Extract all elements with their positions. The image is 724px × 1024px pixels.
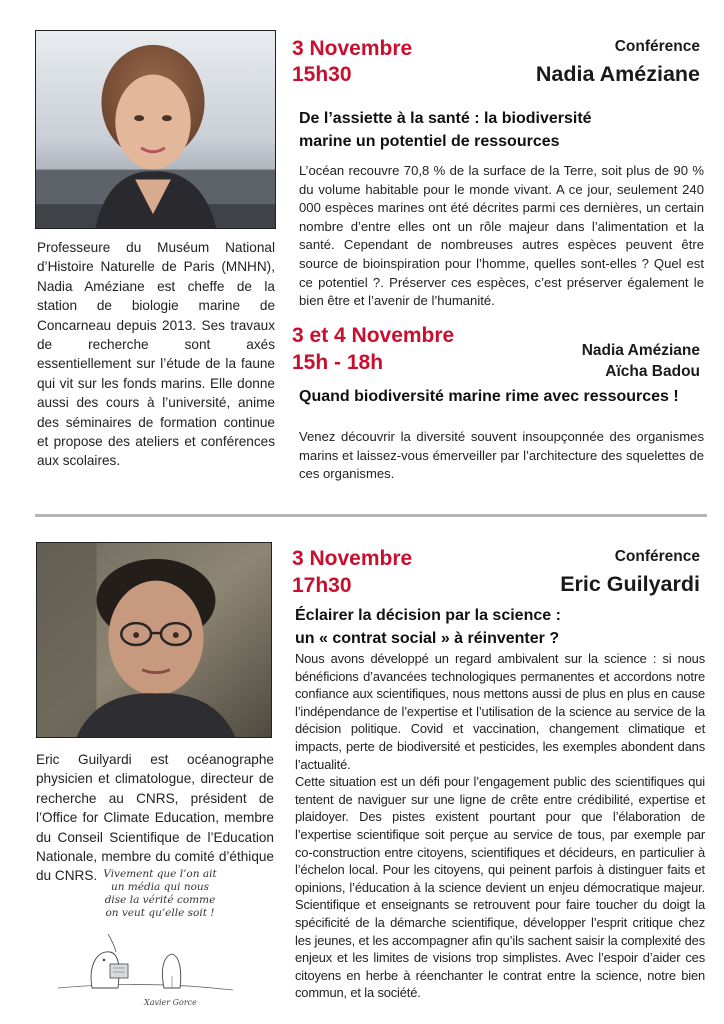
event1-time: 15h30 [292, 63, 352, 86]
event2-speaker-1: Nadia Améziane [581, 342, 700, 359]
event3-title-line1: Éclairer la décision par la science : [295, 607, 561, 624]
portrait-eric-guilyardi [36, 542, 272, 738]
event2-speakers [582, 340, 700, 382]
cartoon-signature: Xavier Gorce [144, 998, 197, 1007]
bio-eric-guilyardi: Eric Guilyardi est océanographe physicien et climatologue, directeur de recherche au CNRS, président de l’Office for Climate Education, membre du Conseil Scientifique de l’Education Nationale, membre du comité d’éthique du CNRS. [36, 752, 274, 884]
event2-description: Venez découvrir la diversité souvent insoupçonnée des organismes marins et laissez-vous émerveiller par l’architecture des squelettes de ces organismes. [299, 429, 704, 482]
event2-title: Quand biodiversité marine rime avec ressources ! [299, 388, 679, 405]
event3-title [295, 604, 705, 650]
bio-nadia-ameziane: Professeure du Muséum National d’Histoire Naturelle de Paris (MNHN), Nadia Améziane est cheffe de la station de biologie marine de Concarneau depuis 2013. Ses travaux de recherche sont axés essentiellement sur l’étude de la faune qui vit sur les fonds marins. Elle donne aussi des cours à l’université, anime des séminaires de formation continue et propose des ateliers et conférences aux scolaires. [37, 240, 275, 469]
event3-speaker: Eric Guilyardi [560, 572, 700, 596]
event1-description: L’océan recouvre 70,8 % de la surface de la Terre, soit plus de 90 % du volume habitable pour le monde vivant. A ce jour, seulement 240 000 espèces marines ont été décrites parmi ces dernières, un certain nombre d’entre elles ont un rôle majeur dans l’alimentation et la santé. Cependant de nombreuses autres espèces peuvent être source de bioinspiration pour l’homme, quelles sont-elles ? Quel est ce potentiel ?. Préserver ces espèces, c’est préserver également le bien être et l’avenir de l’humanité. [299, 163, 704, 309]
event3-date: 3 Novembre [292, 547, 413, 570]
portrait-photo [37, 543, 271, 737]
event3-title-line2: un « contrat social » à réinventer ? [295, 630, 560, 647]
portrait-photo [36, 31, 275, 228]
event1-title-line2: marine un potentiel de ressources [299, 133, 560, 150]
event1-kind: Conférence [614, 38, 700, 55]
event2-date: 3 et 4 Novembre [292, 324, 455, 347]
event1-title [299, 107, 709, 153]
event2-speaker-2: Aïcha Badou [605, 363, 700, 380]
portrait-nadia-ameziane [35, 30, 276, 229]
event1-date: 3 Novembre [292, 37, 413, 60]
event1-speaker: Nadia Améziane [535, 62, 700, 86]
event3-time: 17h30 [292, 574, 352, 597]
cartoon-caption-line1: Vivement que l’on ait [103, 868, 217, 880]
event2-time: 15h - 18h [292, 351, 384, 374]
cartoon-illustration [48, 868, 238, 1018]
cartoon-caption-line4: on veut qu’elle soit ! [105, 907, 215, 919]
event1-title-line1: De l’assiette à la santé : la biodiversité [299, 110, 592, 127]
cartoon-caption-line3: dise la vérité comme [104, 894, 216, 906]
section-divider [35, 514, 707, 517]
event3-paragraph-1: Nous avons développé un regard ambivalent sur la science : si nous bénéficions d’avancées technologiques permanentes et accordons notre confiance aux scientifiques, nous mettons aussi de plus en plus en cause l’indépendance de l’expertise et l’utilisation de la science au service de la décision politique. Covid et vaccination, changement climatique et impacts, perte de biodiversité et pesticides, les exemples abondent dans l’actualité. [295, 651, 705, 772]
event3-paragraph-2: Cette situation est un défi pour l’engagement public des scientifiques qui tentent de naviguer sur une ligne de crête entre crédibilité, expertise et plaidoyer. Des pistes existent pourtant pour que l’élaboration de l’expertise scientifique soit perçue au service de tous, par exemple par co-construction entre citoyens, scientifiques et décideurs, en particulier à l’échelon local. Pour les citoyens, qui peinent parfois à distinguer faits et opinions, l’éducation à la science devient un enjeu démocratique majeur. Scientifique et enseignants se retrouvent pour faire toucher du doigt la spécificité de la démarche scientifique, développer l’esprit critique chez les jeunes, et les accompagner afin qu’ils sachent saisir la complexité des enjeux et les limites de visions trop simplistes. Avec l’espoir d’aider ces citoyens en herbe à réenchanter le contrat entre la science, notre bien commun, et la société. [295, 774, 705, 1001]
cartoon-caption-line2: un média qui nous [110, 881, 210, 893]
event3-description [295, 650, 705, 1002]
cartoon-drawing [48, 868, 238, 1018]
event3-kind: Conférence [614, 548, 700, 565]
